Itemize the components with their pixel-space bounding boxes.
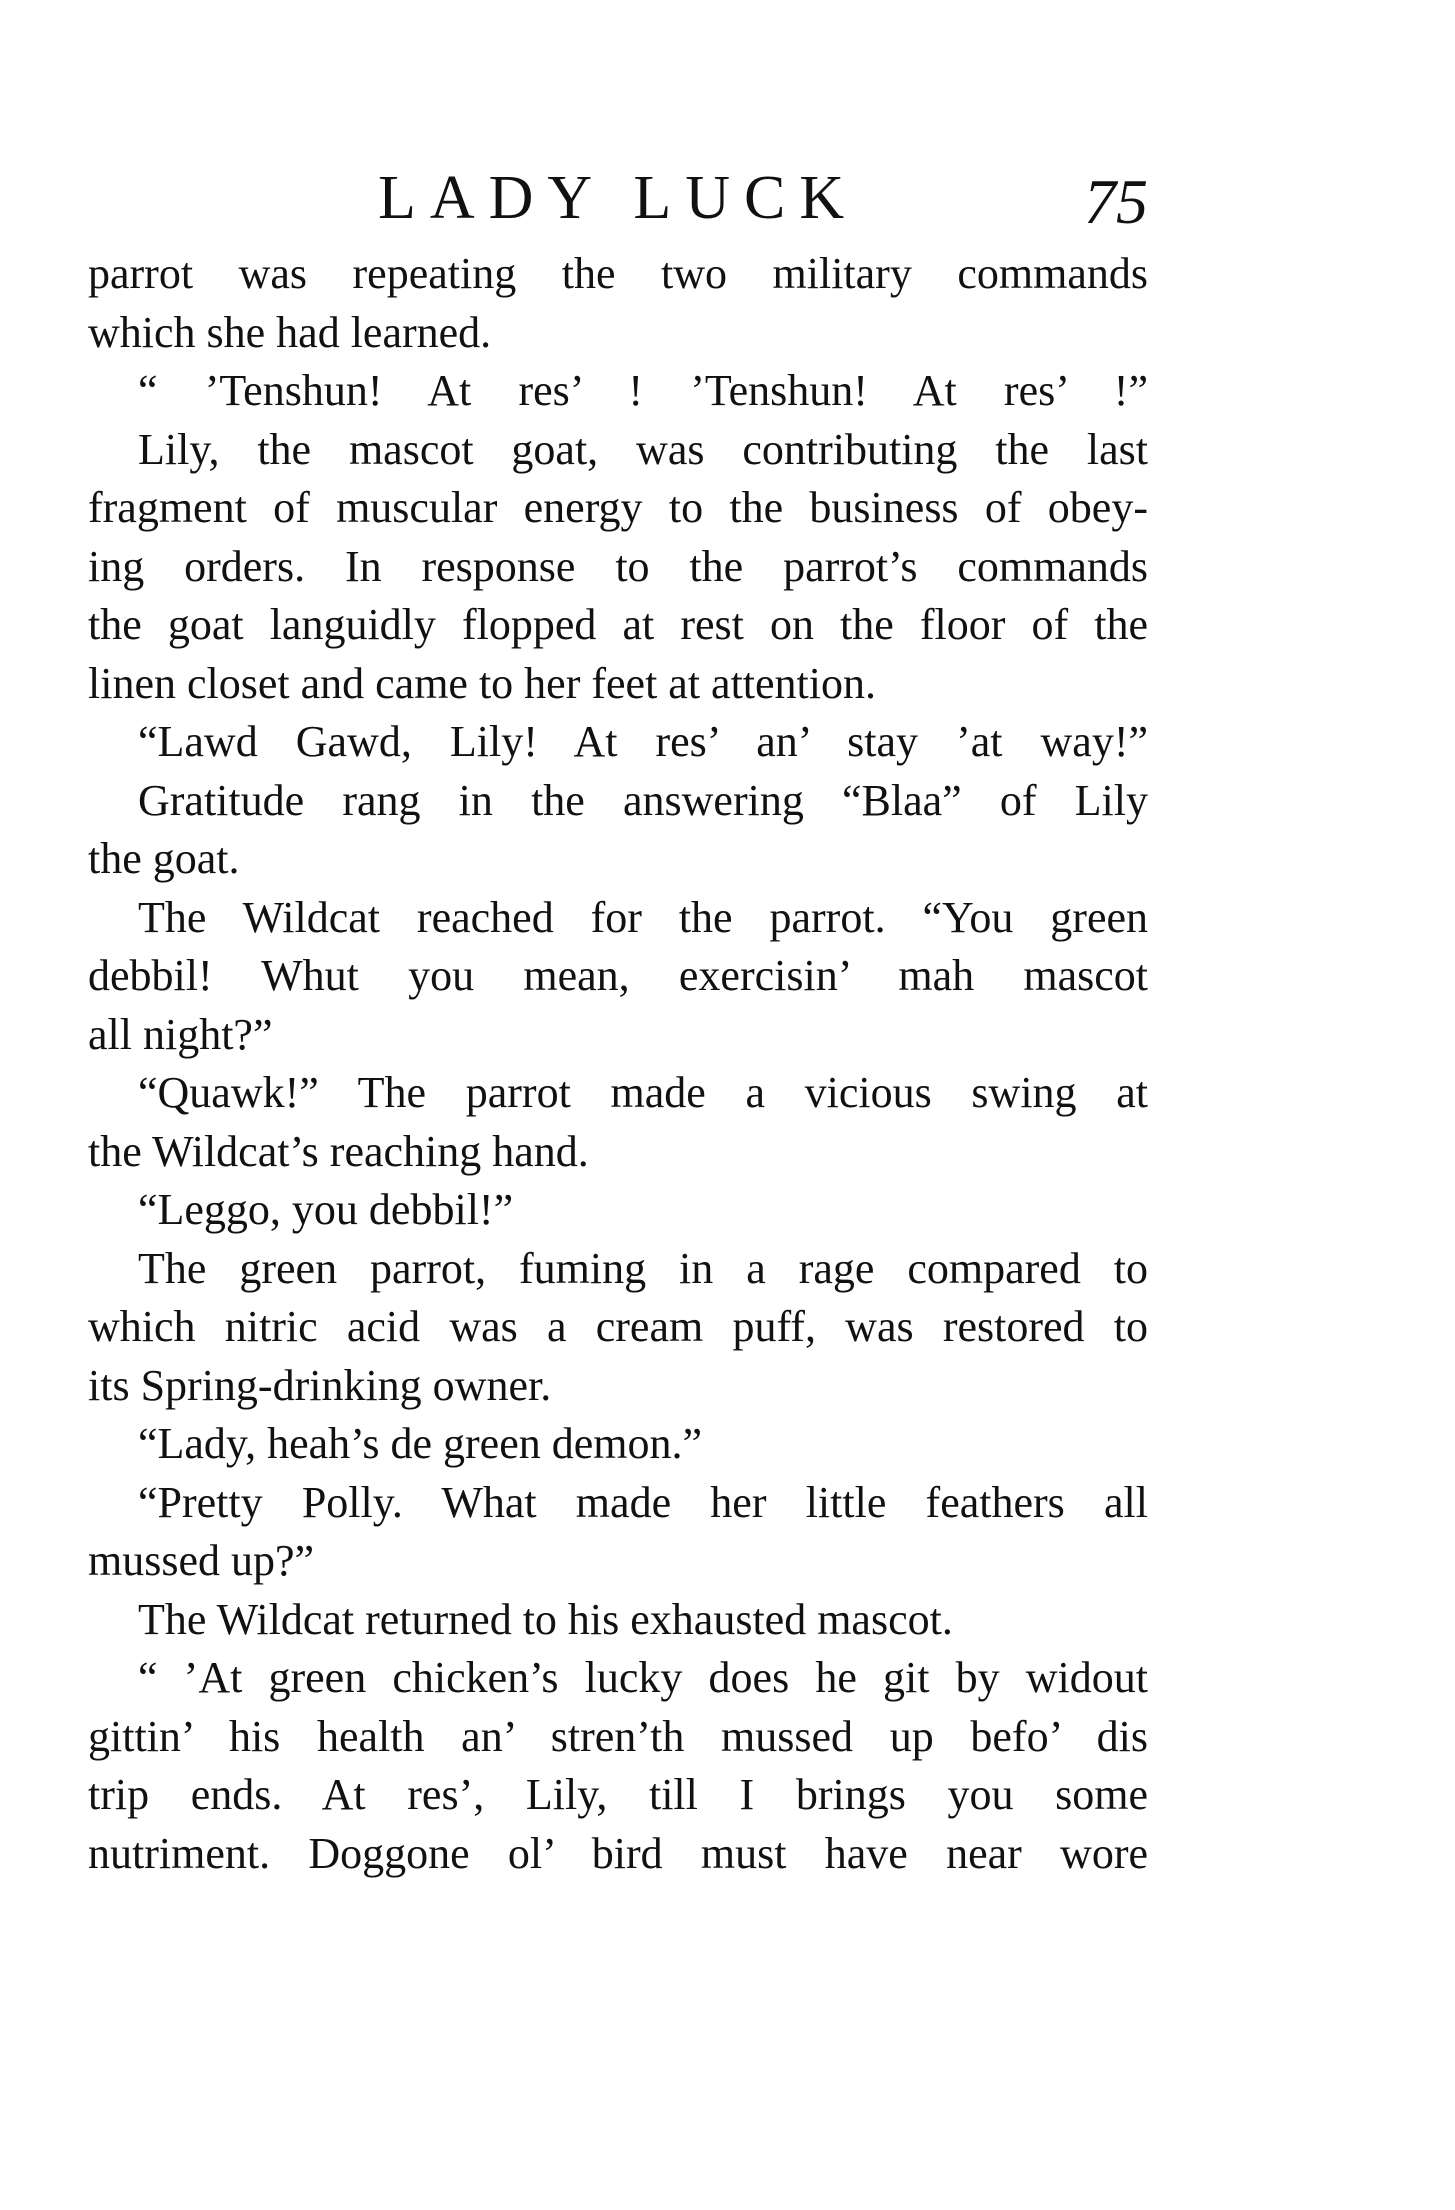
text-line: the goat languidly flopped at rest on the floor of the — [88, 600, 1148, 649]
text-line: “Quawk!” The parrot made a vicious swing at — [138, 1068, 1148, 1117]
running-head — [88, 158, 1148, 238]
text-line: The green parrot, fuming in a rage compared to — [138, 1243, 1148, 1293]
text-line: mussed up?” — [88, 1536, 315, 1585]
text-line: which nitric acid was a cream puff, was restored to — [88, 1302, 1148, 1351]
text-line: Lily, the mascot goat, was contributing the last — [138, 424, 1148, 474]
text-line: which she had learned. — [88, 307, 492, 357]
text-line: The Wildcat returned to his exhausted mascot. — [138, 1594, 953, 1644]
text-line: “Lawd Gawd, Lily! At res’ an’ stay ’at way!” — [138, 717, 1148, 766]
text-line: linen closet and came to her feet at attention. — [88, 658, 877, 708]
text-line: debbil! Whut you mean, exercisin’ mah mascot — [88, 951, 1148, 1000]
text-line: all night?” — [88, 1009, 273, 1059]
text-line: parrot was repeating the two military commands — [88, 249, 1148, 298]
text-line: ing orders. In response to the parrot’s commands — [88, 541, 1148, 591]
text-line: the Wildcat’s reaching hand. — [88, 1126, 589, 1176]
text-line: fragment of muscular energy to the business of obey- — [88, 483, 1148, 532]
body-text — [88, 245, 1148, 1883]
text-line: gittin’ his health an’ stren’th mussed up befo’ dis — [88, 1711, 1148, 1761]
text-line: nutriment. Doggone ol’ bird must have near wore — [88, 1828, 1148, 1878]
text-line: “Lady, heah’s de green demon.” — [138, 1419, 703, 1468]
text-line: “Pretty Polly. What made her little feathers all — [138, 1477, 1148, 1527]
text-line: “ ’Tenshun! At res’ ! ’Tenshun! At res’ !” — [138, 366, 1148, 415]
running-title: LADY LUCK — [378, 164, 859, 232]
text-line: The Wildcat reached for the parrot. “You green — [138, 892, 1148, 942]
text-line: Gratitude rang in the answering “Blaa” of Lily — [138, 775, 1148, 825]
text-line: the goat. — [88, 834, 240, 883]
page-number: 75 — [1084, 166, 1148, 237]
text-line: “ ’At green chicken’s lucky does he git by widout — [138, 1653, 1148, 1702]
text-line: trip ends. At res’, Lily, till I brings you some — [88, 1770, 1148, 1819]
text-line: “Leggo, you debbil!” — [138, 1185, 514, 1234]
text-line: its Spring-drinking owner. — [88, 1360, 552, 1410]
